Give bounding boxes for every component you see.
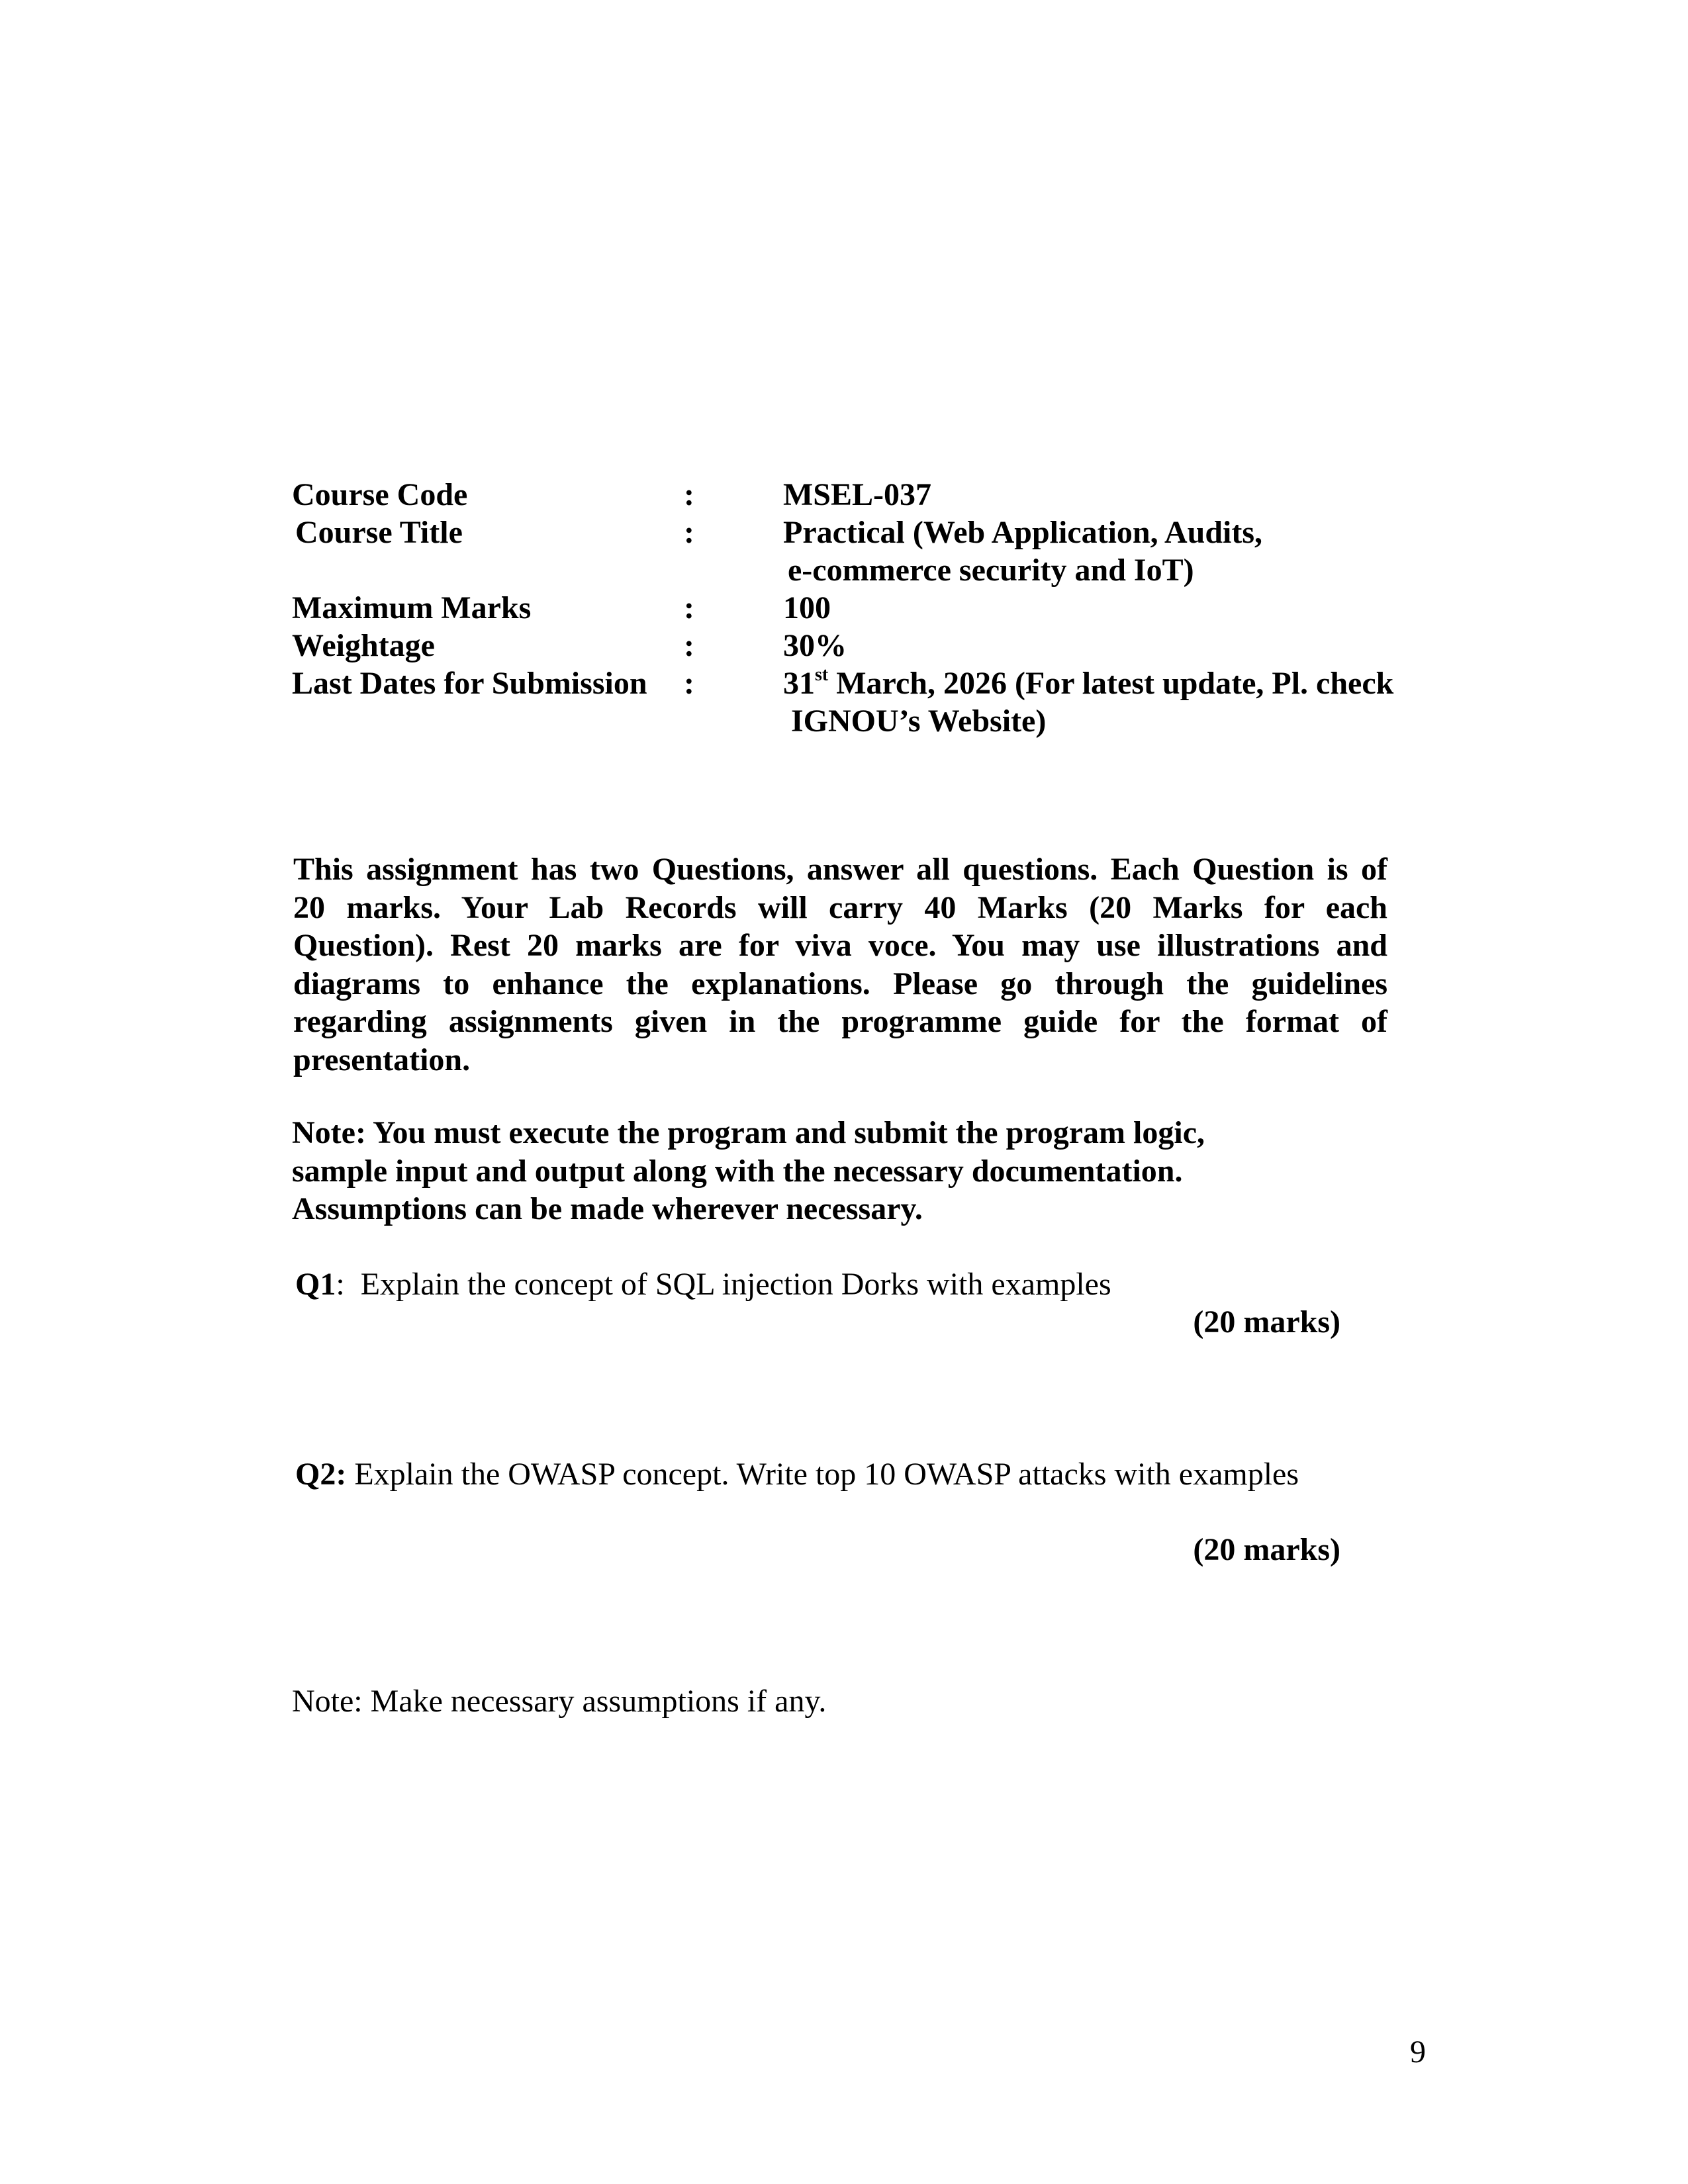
question-2-id: Q2: (295, 1457, 347, 1492)
maximum-marks-label: Maximum Marks (292, 590, 532, 625)
submission-date-value-line2: IGNOU’s Website) (791, 704, 1047, 739)
submission-date-label: Last Dates for Submission (292, 666, 647, 701)
weightage-value: 30% (783, 628, 847, 663)
submission-date-rest: March, 2026 (For latest update, Pl. check (828, 666, 1394, 701)
question-1 (295, 1265, 1111, 1304)
note-line: sample input and output along with the necessary documentation. (292, 1153, 1183, 1189)
instructions-line: presentation. (293, 1042, 471, 1077)
weightage-separator: : (684, 628, 694, 663)
question-1-marks: (20 marks) (1193, 1304, 1340, 1340)
weightage-label: Weightage (292, 628, 435, 663)
note-paragraph (292, 1114, 1205, 1228)
course-title-label: Course Title (295, 515, 463, 550)
instructions-line: 20 marks. Your Lab Records will carry 40 Marks (20 Marks for each (293, 889, 1387, 925)
submission-date-day: 31 (783, 666, 815, 701)
course-code-value: MSEL-037 (783, 477, 932, 512)
submission-date-value (783, 664, 1393, 703)
instructions-line: diagrams to enhance the explanations. Please go through the guidelines (293, 966, 1387, 1001)
submission-date-suffix: st (815, 664, 829, 685)
course-code-separator: : (684, 477, 694, 512)
question-2-text: Explain the OWASP concept. Write top 10 OWASP attacks with examples (346, 1457, 1299, 1492)
question-2 (295, 1455, 1299, 1494)
question-2-marks: (20 marks) (1193, 1532, 1340, 1567)
instructions-line: regarding assignments given in the programme guide for the format of (293, 1004, 1387, 1039)
course-title-separator: : (684, 515, 694, 550)
maximum-marks-value: 100 (783, 590, 831, 625)
question-1-separator: : (336, 1267, 345, 1302)
instructions-line: This assignment has two Questions, answer all questions. Each Question is of (293, 852, 1387, 887)
page-number: 9 (1410, 2034, 1426, 2070)
course-code-label: Course Code (292, 477, 468, 512)
maximum-marks-separator: : (684, 590, 694, 625)
question-1-id: Q1 (295, 1267, 336, 1302)
note-line: Assumptions can be made wherever necessary. (292, 1191, 923, 1226)
instructions-paragraph (293, 850, 1387, 1079)
course-title-value-line2: e-commerce security and IoT) (788, 553, 1194, 588)
course-title-value-line1: Practical (Web Application, Audits, (783, 515, 1263, 550)
footer-note: Note: Make necessary assumptions if any. (292, 1684, 827, 1719)
instructions-line: Question). Rest 20 marks are for viva voce. You may use illustrations and (293, 928, 1387, 963)
note-line: Note: You must execute the program and submit the program logic, (292, 1115, 1205, 1150)
question-1-text: Explain the concept of SQL injection Dorks with examples (344, 1267, 1111, 1302)
submission-date-separator: : (684, 666, 694, 701)
